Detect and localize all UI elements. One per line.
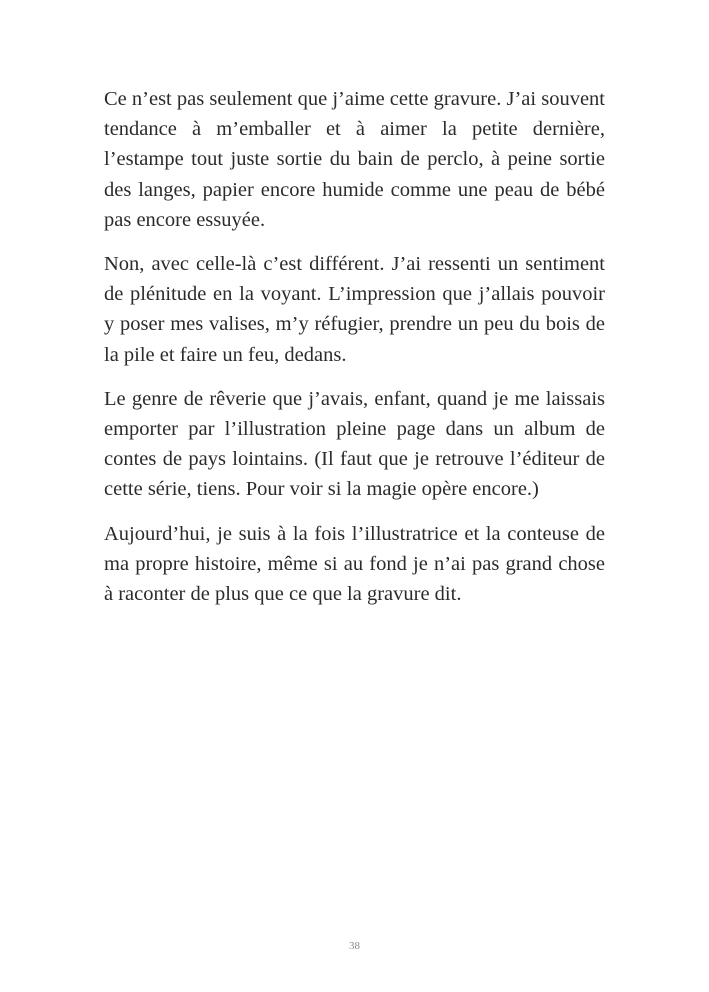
paragraph-2: Non, avec celle-là c’est différent. J’ai ressenti un sentiment de plénitude en la voyant. L’impression que j’allais pouvoir y poser mes valises, m’y réfugier, prendre un peu du bois de la pile et faire un feu, dedans. bbox=[104, 253, 605, 366]
body-text bbox=[104, 84, 605, 623]
paragraph-4: Aujourd’hui, je suis à la fois l’illustratrice et la conteuse de ma propre histoire, même si au fond je n’ai pas grand chose à raconter de plus que ce que la gravure dit. bbox=[104, 522, 605, 606]
paragraph-1: Ce n’est pas seulement que j’aime cette gravure. J’ai souvent tendance à m’emballer et à aimer la petite dernière, l’estampe tout juste sortie du bain de perclo, à peine sortie des langes, papier encore humide comme une peau de bébé pas encore essuyée. bbox=[104, 88, 605, 231]
page-number: 38 bbox=[349, 940, 360, 952]
paragraph-3: Le genre de rêverie que j’avais, enfant, quand je me laissais emporter par l’illustration pleine page dans un album de contes de pays lointains. (Il faut que je retrouve l’éditeur de cette série, tiens. Pour voir si la magie opère encore.) bbox=[104, 387, 605, 501]
